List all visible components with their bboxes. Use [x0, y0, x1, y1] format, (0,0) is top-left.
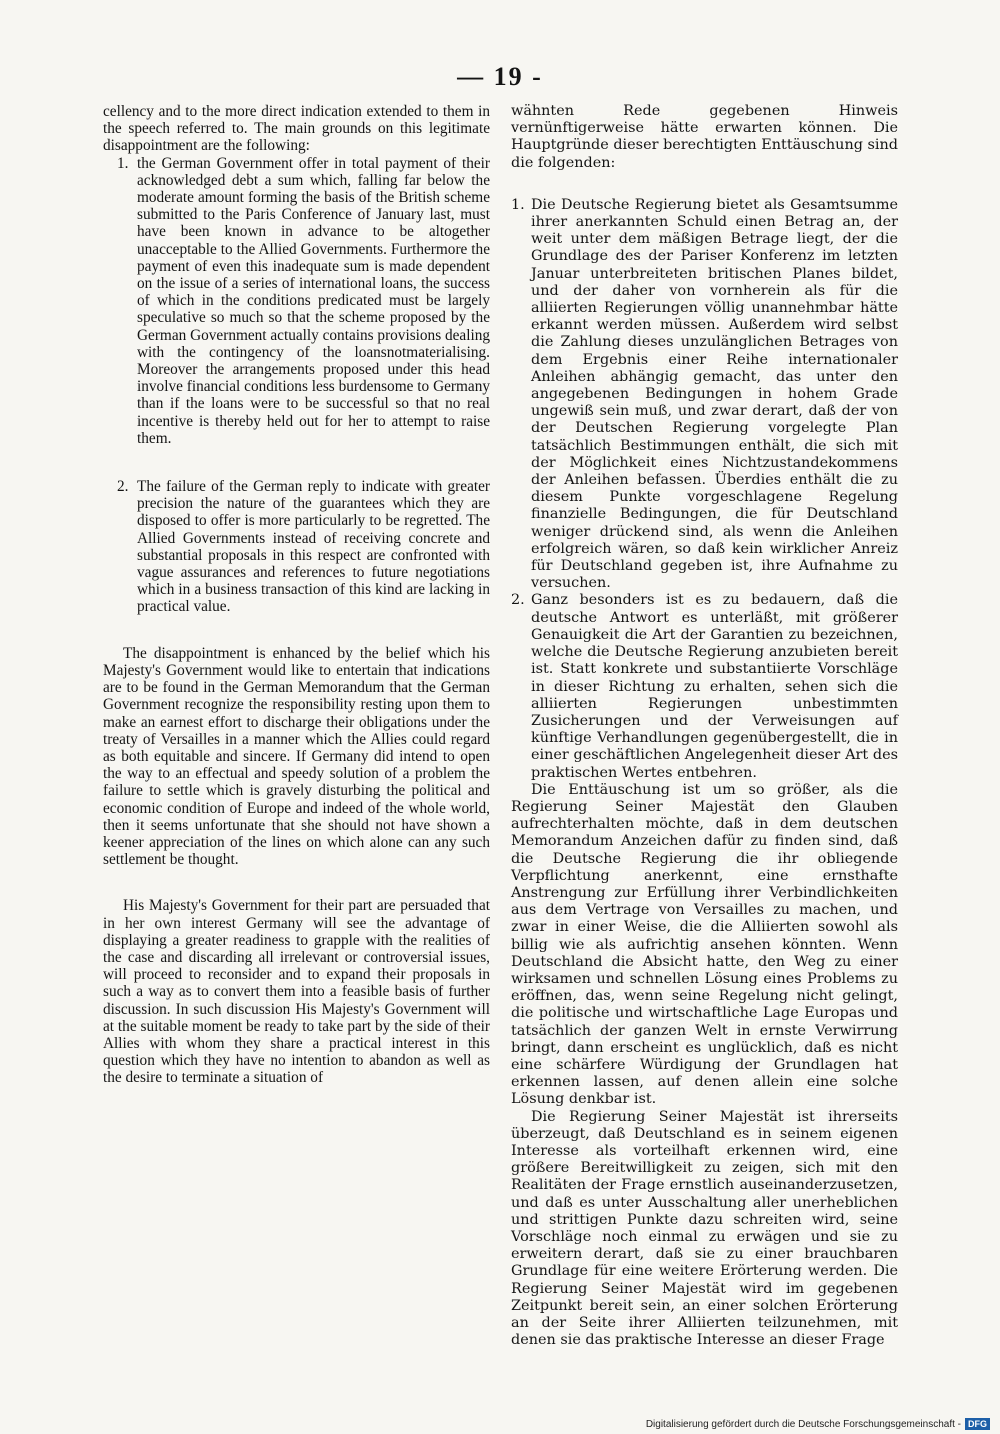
item-text: Die Deutsche Regierung bietet als Gesamtsumme ihrer anerkannten Schuld einen Betrag an, der weit unter dem mäßigen Betrage liegt, der die Grundlage des der Pariser Konferenz im letzten Januar unterbreiteten britischen Planes bildet, und der daher von vornherein als für die alliierten Regierungen völlig unannehmbar hätte erkannt werden müssen. Außerdem wird selbst die Zahlung dieses unzulänglichen Betrages von dem Ergebnis einer Reihe internationaler Anleihen abhängig gemacht, das unter den angegebenen Bedingungen in hohem Grade ungewiß sein muß, und zwar derart, daß der von der Deutschen Regierung vorgelegte Plan tatsächlich Bestimmungen enthält, die sich mit der Möglichkeit eines Nichtzustandekommens der Anleihen befassen. Überdies enthält die zu diesem Punkte vorgeschlagene Regelung finanzielle Bedingungen, die für Deutschland weniger drückend sind, als wenn die Anleihen erfolgreich wären, so daß kein wirklicher Anreiz für Deutschland gegeben ist, ihre Aufnahme zu versuchen.: [531, 196, 898, 592]
german-item-2: [511, 592, 898, 781]
english-column: [103, 103, 490, 1087]
item-number: 2.: [117, 478, 129, 496]
item-text: The failure of the German reply to indicate with greater precision the nature of the guarantees which they are disposed to offer is more particularly to be regretted. The Allied Governments instead of receiving concrete and substantial proposals in this respect are confronted with vague assurances and references to future negotiations which in a business transaction of this kind are lacking in practical value.: [137, 478, 490, 616]
item-text: Ganz besonders ist es zu bedauern, daß die deutsche Antwort es unterläßt, mit größerer Genauigkeit die Art der Garantien zu bezeichnen, welche die Deutsche Regierung anzubieten bereit ist. Statt konkrete und substantiierte Vorschläge in dieser Richtung zu erhalten, sehen sich die alliierten Regierungen unbestimmten Zusicherungen und der Verweisungen auf künftige Verhandlungen gegenübergestellt, die in einer geschäftlichen Angelegenheit dieser Art des praktischen Wertes entbehren.: [531, 592, 898, 781]
english-paragraph-3: His Majesty's Government for their part are persuaded that in her own interest Germany will see the advantage of displaying a greater readiness to grapple with the realities of the case and discarding all irrelevant or controversial issues, will proceed to reconsider and to expand their proposals in such a way as to convert them into a feasible basis of further discussion. In such discussion His Majesty's Government will at the suitable moment be ready to take part by the side of their Allies with whom they share a practical interest in this question which they have no intention to abandon as well as the desire to terminate a situation of: [103, 897, 490, 1087]
digitization-credit: [600, 1418, 990, 1430]
english-intro: cellency and to the more direct indication extended to them in the speech referred to. The main grounds on this legitimate disappointment are the following:: [103, 103, 490, 155]
german-paragraph-3: Die Regierung Seiner Majestät ist ihrerseits überzeugt, daß Deutschland es in seinem eigenen Interesse als vorteilhaft erkennen wird, eine größere Bereitwilligkeit zu zeigen, sich mit den Realitäten der Frage ernstlich auseinanderzusetzen, und daß es unter Ausschaltung aller unerheblichen und strittigen Punkte dazu schreiten wird, seine Vorschläge noch einmal zu erwägen und sie zu erweitern derart, daß sie zu einer brauchbaren Grundlage für eine weitere Erörterung werden. Die Regierung Seiner Majestät wird im gegebenen Zeitpunkt bereit sein, an einer solchen Erörterung an der Seite ihrer Alliierten teilzunehmen, mit denen sie das praktische Interesse an dieser Frage: [511, 1108, 898, 1349]
item-number: 1.: [117, 154, 129, 172]
german-paragraph-2: Die Enttäuschung ist um so größer, als die Regierung Seiner Majestät den Glauben aufrechterhalten möchte, daß in dem deutschen Memorandum Anzeichen dafür zu finden sind, daß die Deutsche Regierung die ihr obliegende Verpflichtung anerkennt, eine ernsthafte Anstrengung zur Erfüllung ihrer Verbindlichkeiten aus dem Vertrage von Versailles zu machen, und zwar in einer Weise, die die Alliierten sowohl als billig wie als aufrichtig ansehen könnten. Wenn Deutschland die Absicht hatte, den Weg zu einer wirksamen und schnellen Lösung eines Problems zu eröffnen, das, wenn seine Regelung nicht gelingt, die politische und wirtschaftliche Lage Europas und tatsächlich der ganzen Welt in ernste Verwirrung bringt, dann erscheint es unglücklich, daß es nicht eine schärfere Würdigung der Grundlagen hat erkennen lassen, auf denen allein eine solche Lösung denkbar ist.: [511, 781, 898, 1108]
german-item-1: [511, 197, 898, 593]
german-column: [511, 103, 898, 1349]
english-item-2: [117, 478, 490, 616]
item-text: the German Government offer in total payment of their acknowledged debt a sum which, falling far below the moderate amount forming the basis of the British scheme submitted to the Paris Conference of January last, must have been known in advance to be altogether unacceptable to the Allied Governments. Furthermore the payment of even this inadequate sum is made dependent on the issue of a series of international loans, the success of which in the conditions predicated must be largely speculative so much so that the scheme proposed by the German Government actually contains provisions dealing with the contingency of the loansnotmaterialising. Moreover the arrangements proposed under this head involve financial conditions less burdensome to Germany than if the loans were to be successful so that no real incentive is thereby held out for her to attempt to raise them.: [137, 154, 491, 447]
german-intro: wähnten Rede gegebenen Hinweis vernünftigerweise hätte erwarten können. Die Hauptgründe dieser berechtigten Enttäuschung sind die folgenden:: [511, 103, 898, 171]
credit-text: Digitalisierung gefördert durch die Deutsche Forschungsgemeinschaft -: [645, 1418, 961, 1430]
dfg-logo-icon: DFG: [965, 1418, 990, 1430]
english-paragraph-2: The disappointment is enhanced by the belief which his Majesty's Government would like to entertain that indications are to be found in the German Memorandum that the German Government recognize the responsibility resting upon them to make an earnest effort to discharge their obligations under the treaty of Versailles in a manner which the Allies could regard as both equitable and sincere. If Germany did intend to open the way to an effectual and speedy solution of a problem the failure to settle which is gravely disturbing the political and economic condition of Europe and indeed of the whole world, then it seems unfortunate that she should not have shown a keener appreciation of the lines on which alone can any such settlement be thought.: [103, 644, 490, 869]
page-number: — 19 -: [457, 62, 543, 91]
english-item-1: [117, 155, 490, 447]
item-number: 2.: [511, 592, 525, 609]
item-number: 1.: [511, 196, 525, 213]
